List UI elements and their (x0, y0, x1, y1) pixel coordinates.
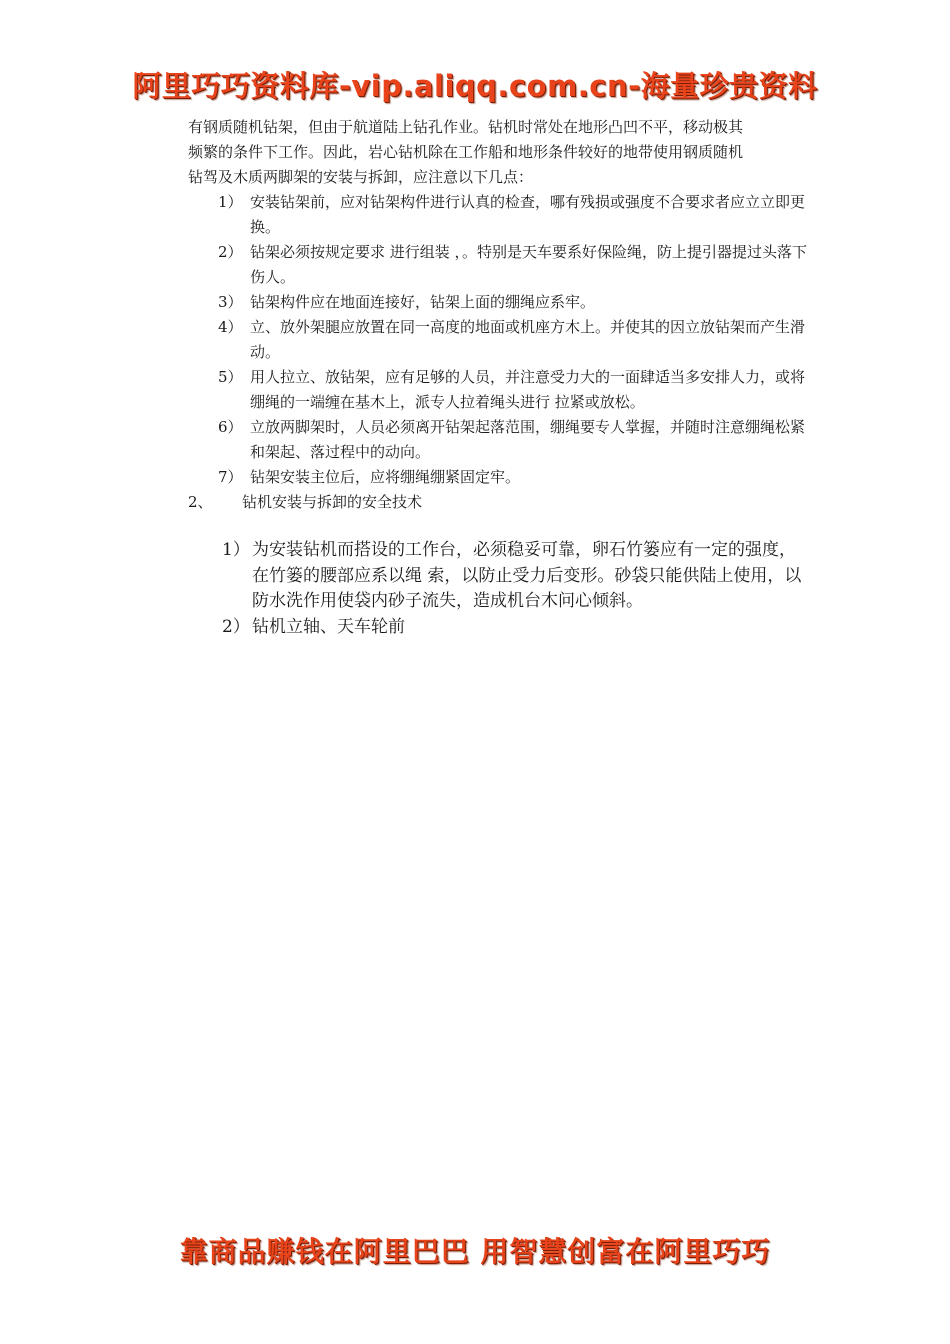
list-item-number: 1） (218, 193, 243, 211)
list-item (218, 465, 808, 490)
section2-list (222, 538, 812, 640)
list-item-number: 3） (218, 293, 243, 311)
list-item (218, 240, 808, 290)
list-item-text: 钻机立轴、天车轮前 (252, 616, 405, 637)
list-item-number: 7） (218, 468, 243, 486)
list-item-text: 钻架安装主位后，应将绷绳绷紧固定牢。 (250, 468, 521, 486)
list-item-number: 1） (222, 540, 250, 560)
list-item (218, 290, 808, 315)
list-item-number: 5） (218, 368, 243, 386)
section-title: 钻机安装与拆卸的安全技术 (242, 493, 423, 511)
list-item (222, 538, 812, 615)
list-item-text: 立、放外架腿应放置在同一高度的地面或机座方木上。并使其的因立放钻架而产生滑动。 (250, 318, 806, 361)
section1-list (218, 190, 808, 490)
list-item-number: 4） (218, 318, 243, 336)
intro-line: 有钢质随机钻架，但由于航道陆上钻孔作业。钻机时常处在地形凸凹不平，移动极其 (188, 118, 744, 136)
list-item-text: 用人拉立、放钻架，应有足够的人员，并注意受力大的一面肆适当多安排人力，或将绷绳的一端缠在基木上，派专人拉着绳头进行 拉紧或放松。 (250, 368, 806, 411)
list-item-number: 2） (218, 243, 243, 261)
section2-heading (188, 490, 422, 515)
footer-banner: 靠商品赚钱在阿里巴巴 用智慧创富在阿里巧巧 (179, 1235, 771, 1268)
section-number: 2、 (188, 493, 213, 511)
intro-line: 频繁的条件下工作。因此，岩心钻机除在工作船和地形条件较好的地带使用钢质随机 (188, 143, 744, 161)
list-item (218, 315, 808, 365)
list-item-text: 钻架必须按规定要求 进行组装 ，。特别是天车要系好保险绳，防上提引器提过头落下伤人。 (250, 243, 808, 286)
list-item (218, 190, 808, 240)
header-banner: 阿里巧巧资料库-vip.aliqq.com.cn-海量珍贵资料 (132, 69, 818, 103)
list-item-text: 钻架构件应在地面连接好，钻架上面的绷绳应系牢。 (250, 293, 596, 311)
intro-paragraph (188, 115, 808, 190)
list-item (222, 615, 812, 641)
list-item-text: 立放两脚架时，人员必须离开钻架起落范围，绷绳要专人掌握，并随时注意绷绳松紧和架起、落过程中的动向。 (250, 418, 806, 461)
list-item-number: 2） (222, 616, 250, 637)
list-item-text: 安装钻架前，应对钻架构件进行认真的检查，哪有残损或强度不合要求者应立立即更换。 (250, 193, 806, 236)
intro-line: 钻驾及木质两脚架的安装与拆卸，应注意以下几点： (188, 168, 534, 186)
list-item-text: 为安装钻机而搭设的工作台，必须稳妥可靠，卵石竹篓应有一定的强度，在竹篓的腰部应系以绳 索，以防止受力后变形。砂袋只能供陆上使用，以防水洗作用使袋内砂子流失，造成机台木问心倾斜。 (252, 540, 802, 611)
list-item (218, 365, 808, 415)
list-item (218, 415, 808, 465)
list-item-number: 6） (218, 418, 243, 436)
